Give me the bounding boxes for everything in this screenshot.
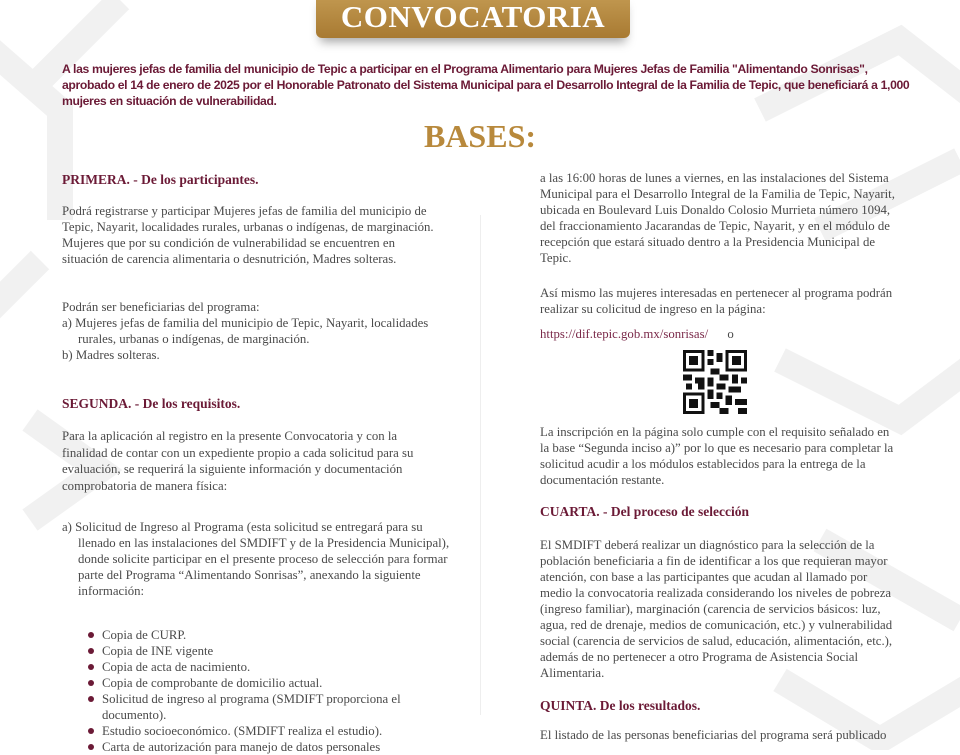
- requirements-list: [88, 627, 448, 755]
- list-item: a) Mujeres jefas de familia del municipio de Tepic, Nayarit, localidades rurales, urbanas o indígenas, de marginación.: [62, 316, 429, 346]
- list-item: Copia de INE vigente: [88, 643, 448, 659]
- inscription-paragraph: La inscripción en la página solo cumple con el requisito señalado en la base “Segunda inciso a)” por lo que es necesario para completar la solicitud acudir a los módulos establecidos para la entrega de la documentación restante.: [540, 425, 894, 487]
- primera-paragraph: Podrá registrarse y participar Mujeres jefas de familia del municipio de Tepic, Nayarit, localidades rurales, urbanas o indígenas, de marginación. Mujeres que por su condición de vulnerabilidad se encuentren en situación de carencia alimentaria o desnutrición, Madres solteras.: [62, 204, 434, 266]
- cuarta-heading: CUARTA. - Del proceso de selección: [540, 504, 749, 519]
- primera-heading: PRIMERA. - De los participantes.: [62, 172, 259, 187]
- online-paragraph: Así mismo las mujeres interesadas en pertenecer al programa podrán realizar su colicitud de ingreso en la página:: [540, 286, 893, 316]
- list-item: Copia de comprobante de domicilio actual.: [88, 675, 448, 691]
- segunda-heading: SEGUNDA. - De los requisitos.: [62, 396, 241, 411]
- list-item: Copia de CURP.: [88, 627, 448, 643]
- column-divider: [480, 215, 481, 715]
- registration-link[interactable]: https://dif.tepic.gob.mx/sonrisas/: [540, 327, 709, 341]
- segunda-paragraph: Para la aplicación al registro en la presente Convocatoria y con la finalidad de contar con un expediente propio a cada solicitud para su evaluación, se requerirá la siguiente información y documentación comprobatoria de manera física:: [62, 429, 414, 493]
- list-item: Carta de autorización para manejo de datos personales: [88, 739, 448, 755]
- title-banner: CONVOCATORIA: [316, 0, 630, 38]
- list-item: Solicitud de ingreso al programa (SMDIFT proporciona el documento).: [88, 691, 448, 723]
- primera-list: [62, 299, 440, 363]
- quinta-heading: QUINTA. De los resultados.: [540, 698, 701, 713]
- or-text: o: [727, 327, 734, 341]
- segunda-item-a: a) Solicitud de Ingreso al Programa (esta solicitud se entregará para su llenado en las instalaciones del SMDIFT y de la Presidencia Municipal), donde solicite participar en el presente proceso de selección para formar parte del Programa “Alimentando Sonrisas”, anexando la siguiente información:: [62, 520, 450, 598]
- list-item: b) Madres solteras.: [62, 348, 160, 362]
- list-item: Copia de acta de nacimiento.: [88, 659, 448, 675]
- qr-code-icon[interactable]: [683, 350, 747, 414]
- cuarta-paragraph: El SMDIFT deberá realizar un diagnóstico para la selección de la población beneficiaria a fin de identificar a los que requieran mayor atención, con base a las participantes que acudan al llamado por medio la convocatoria realizada considerando los niveles de pobreza (ingreso familiar), marginación (carencia de servicios básicos: luz, agua, red de drenaje, medios de comunicación, etc.) y vulnerabilidad social (carencia de servicios de salud, educación, alimentación, etc.), además de no pertenecer a otro Programa de Asistencia Social Alimentaria.: [540, 538, 893, 680]
- bases-heading: BASES:: [423, 118, 537, 154]
- quinta-paragraph: El listado de las personas beneficiarias del programa será publicado: [540, 728, 887, 742]
- list-item: Estudio socioeconómico. (SMDIFT realiza el estudio).: [88, 723, 448, 739]
- location-paragraph: a las 16:00 horas de lunes a viernes, en las instalaciones del Sistema Municipal para el Desarrollo Integral de la Familia de Tepic, Nayarit, ubicada en Boulevard Luis Donaldo Colosio Murrieta número 1094, del fraccionamiento Jacarandas de Tepic, Nayarit, y en el módulo de recepción que estará situado dentro a la Presidencia Municipal de Tepic.: [540, 171, 895, 265]
- intro-text: A las mujeres jefas de familia del municipio de Tepic a participar en el Programa Alimentario para Mujeres Jefas de Familia "Alimentando Sonrisas", aprobado el 14 de enero de 2025 por el Honorable Patronato del Sistema Municipal para el Desarrollo Integral de la Familia de Tepic, que beneficiará a 1,000 mujeres en situación de vulnerabilidad.: [62, 62, 910, 108]
- list-intro: Podrán ser beneficiarias del programa:: [62, 300, 260, 314]
